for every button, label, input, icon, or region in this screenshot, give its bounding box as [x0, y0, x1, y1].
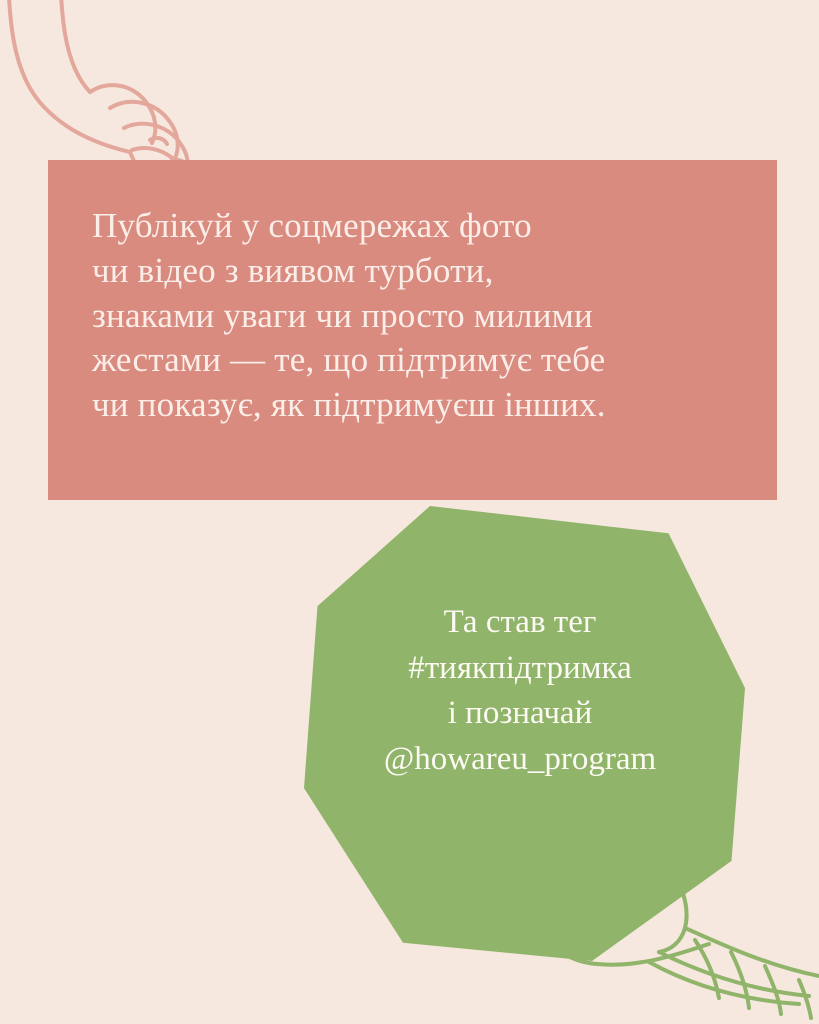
pink-line-3: знаками уваги чи просто милими [92, 295, 593, 335]
pink-line-1: Публікуй у соцмережах фото [92, 206, 532, 245]
green-message-block [295, 600, 745, 782]
green-line-4-handle: @howareu_program [383, 740, 657, 777]
pink-line-4: жестами — те, що підтримує тебе [92, 340, 606, 380]
pink-line-5: чи показує, як підтримуєш інших. [92, 385, 606, 425]
green-line-2-hashtag: #тиякпідтримка [408, 649, 632, 686]
green-line-1: Та став тег [443, 604, 597, 640]
pink-line-2: чи відео з виявом турботи, [92, 250, 494, 290]
green-line-3: і позначай [447, 695, 593, 732]
pink-message-block [48, 160, 777, 500]
